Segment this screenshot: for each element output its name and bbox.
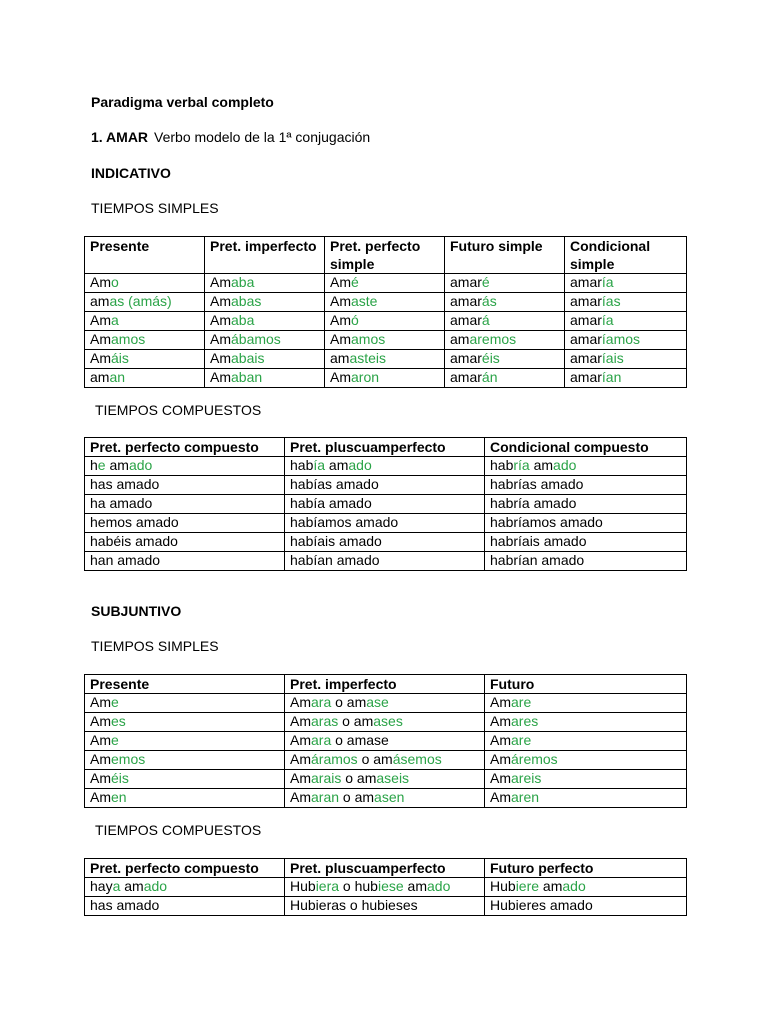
table-cell <box>325 274 445 293</box>
table-cell <box>85 552 285 571</box>
table-cell <box>85 312 205 331</box>
verb-ending: asen <box>374 789 405 805</box>
verb-stem: habían amado <box>290 552 380 568</box>
verb-stem: Am <box>210 369 231 385</box>
table-cell <box>565 274 687 293</box>
verb-ending: ía <box>601 274 614 290</box>
table-cell <box>485 694 687 713</box>
verb-stem: am <box>90 369 110 385</box>
verb-stem: Am <box>210 331 231 347</box>
verb-ending: ían <box>601 369 622 385</box>
table-row <box>85 331 687 350</box>
verb-ending: abas <box>231 293 262 309</box>
verb-stem: Am <box>90 331 111 347</box>
verb-ending: emos <box>111 751 146 767</box>
verb-ending: as (amás) <box>109 293 172 309</box>
verb-ending: iera <box>315 878 340 894</box>
table-cell <box>85 514 285 533</box>
table-row <box>85 274 687 293</box>
verb-stem: Am <box>90 751 111 767</box>
table-cell <box>485 552 687 571</box>
verb-ending: es <box>111 713 126 729</box>
table-cell <box>285 533 485 552</box>
verb-stem: Am <box>90 789 111 805</box>
verb-stem: habíais amado <box>290 533 382 549</box>
table-cell <box>85 533 285 552</box>
verb-stem: am <box>120 878 144 894</box>
table-cell <box>285 476 485 495</box>
verb-stem: Am <box>490 770 511 786</box>
table-cell <box>445 369 565 388</box>
verb-ending: areis <box>511 770 542 786</box>
verb-ending: ía <box>601 312 614 328</box>
column-header: Pret. perfecto simple <box>325 237 445 274</box>
column-header: Presente <box>85 237 205 274</box>
table-cell <box>285 514 485 533</box>
table-cell <box>325 369 445 388</box>
table-row <box>85 552 687 571</box>
table-cell <box>285 495 485 514</box>
table-cell <box>85 274 205 293</box>
verb-ending: arais <box>311 770 342 786</box>
column-header: Presente <box>85 675 285 694</box>
table-row <box>85 312 687 331</box>
table-cell <box>485 495 687 514</box>
verb-stem: Am <box>90 312 111 328</box>
verb-stem: am <box>539 878 563 894</box>
verb-ending: abais <box>231 350 265 366</box>
mood-heading-subjuntivo: SUBJUNTIVO <box>91 603 182 619</box>
verb-stem: amar <box>570 369 602 385</box>
verb-stem: hab <box>290 457 314 473</box>
verb-stem: Am <box>290 770 311 786</box>
verb-ending: íamos <box>601 331 641 347</box>
verb-stem: am <box>90 293 110 309</box>
verb-ending: aremos <box>469 331 517 347</box>
verb-stem: Am <box>210 293 231 309</box>
table-cell <box>445 331 565 350</box>
verb-stem: hab <box>490 457 514 473</box>
verb-stem: Am <box>490 751 511 767</box>
table-cell <box>205 369 325 388</box>
verb-stem: Am <box>290 694 311 710</box>
verb-stem: amar <box>450 369 482 385</box>
verb-ending: aban <box>231 369 263 385</box>
table-row <box>85 694 687 713</box>
table-cell <box>285 770 485 789</box>
table-cell <box>285 789 485 808</box>
table-cell <box>205 350 325 369</box>
table-cell <box>285 878 485 897</box>
table-row <box>85 514 687 533</box>
table-cell <box>565 331 687 350</box>
verb-stem: Am <box>90 732 111 748</box>
verb-stem: o amase <box>331 732 389 748</box>
verb-ending: a <box>111 312 119 328</box>
verb-ending: amos <box>111 331 146 347</box>
table-row <box>85 369 687 388</box>
verb-ending: á <box>481 312 490 328</box>
table-cell <box>485 533 687 552</box>
verb-stem: Am <box>490 694 511 710</box>
verb-ending: aba <box>231 312 255 328</box>
verb-ending: éis <box>111 770 129 786</box>
table-cell <box>205 312 325 331</box>
verb-stem: hemos amado <box>90 514 179 530</box>
section-label-indicativo-compuestos: TIEMPOS COMPUESTOS <box>95 402 262 418</box>
verb-ending: aron <box>351 369 380 385</box>
table-row <box>85 789 687 808</box>
verb-stem: am <box>105 457 129 473</box>
verb-ending: án <box>481 369 498 385</box>
column-header: Pret. perfecto compuesto <box>85 859 285 878</box>
table-cell <box>85 476 285 495</box>
verb-stem: Am <box>330 274 351 290</box>
table-cell <box>565 350 687 369</box>
verb-stem: am <box>403 878 428 894</box>
verb-ending: are <box>511 732 532 748</box>
table-cell <box>485 878 687 897</box>
verb-ending: áremos <box>511 751 558 767</box>
table-cell <box>565 369 687 388</box>
table-cell <box>85 331 205 350</box>
table-cell <box>285 552 485 571</box>
verb-heading <box>91 129 370 146</box>
verb-stem: am <box>529 457 554 473</box>
table-cell <box>85 369 205 388</box>
table-cell <box>85 770 285 789</box>
verb-stem: Hub <box>490 878 516 894</box>
verb-stem: amar <box>570 293 602 309</box>
section-label-indicativo-simples: TIEMPOS SIMPLES <box>91 200 219 216</box>
verb-stem: había amado <box>290 495 372 511</box>
table-row <box>85 878 687 897</box>
table-row <box>85 457 687 476</box>
verb-ending: e <box>97 457 106 473</box>
table-cell <box>485 751 687 770</box>
verb-ending: ado <box>128 457 153 473</box>
table-cell <box>285 751 485 770</box>
verb-stem: Am <box>210 350 231 366</box>
table-cell <box>485 713 687 732</box>
verb-stem: Am <box>210 274 231 290</box>
verb-ending: aran <box>311 789 340 805</box>
verb-stem: Am <box>90 713 111 729</box>
document-title: Paradigma verbal completo <box>91 94 274 110</box>
verb-ending: ase <box>366 694 389 710</box>
verb-stem: amar <box>450 274 482 290</box>
table-cell <box>285 713 485 732</box>
verb-stem: h <box>90 457 98 473</box>
verb-ending: aseis <box>376 770 410 786</box>
verb-stem: Am <box>290 789 311 805</box>
verb-ending: are <box>511 694 532 710</box>
verb-ending: ado <box>348 457 372 473</box>
verb-ending: ado <box>143 878 168 894</box>
table-cell <box>85 495 285 514</box>
verb-ending: a <box>112 878 121 894</box>
verb-stem: habrías amado <box>490 476 584 492</box>
verb-stem: Am <box>490 789 511 805</box>
verb-description: Verbo modelo de la 1ª conjugación <box>154 129 371 145</box>
verb-stem: habríais amado <box>490 533 587 549</box>
table-cell <box>285 457 485 476</box>
table-cell <box>85 350 205 369</box>
verb-stem: amar <box>570 350 602 366</box>
table-cell <box>325 331 445 350</box>
table-indicativo-compuestos <box>84 437 687 571</box>
verb-stem: amar <box>450 312 482 328</box>
verb-ending: é <box>351 274 359 290</box>
verb-stem: Am <box>290 713 311 729</box>
verb-stem: o am <box>341 770 377 786</box>
verb-stem: has amado <box>90 897 160 913</box>
table-row <box>85 293 687 312</box>
verb-ending: en <box>111 789 127 805</box>
table-row <box>85 476 687 495</box>
verb-ending: ría <box>513 457 530 473</box>
table-cell <box>445 274 565 293</box>
section-label-subjuntivo-compuestos: TIEMPOS COMPUESTOS <box>95 822 262 838</box>
verb-stem: Hub <box>290 878 316 894</box>
table-cell <box>285 732 485 751</box>
verb-ending: ás <box>481 293 497 309</box>
verb-stem: habrían amado <box>490 552 585 568</box>
table-cell <box>85 751 285 770</box>
table-cell <box>85 732 285 751</box>
table-row <box>85 770 687 789</box>
table-row <box>85 751 687 770</box>
table-cell <box>325 350 445 369</box>
verb-ending: ado <box>553 457 577 473</box>
table-cell <box>485 476 687 495</box>
column-header: Pret. imperfecto <box>285 675 485 694</box>
column-header: Futuro <box>485 675 687 694</box>
table-cell <box>325 293 445 312</box>
verb-stem: Am <box>490 713 511 729</box>
verb-stem: han amado <box>90 552 161 568</box>
table-cell <box>205 293 325 312</box>
verb-ending: an <box>109 369 126 385</box>
table-cell <box>285 694 485 713</box>
table-subjuntivo-compuestos <box>84 858 687 916</box>
mood-heading-indicativo: INDICATIVO <box>91 165 171 181</box>
table-row <box>85 713 687 732</box>
column-header: Pret. imperfecto <box>205 237 325 274</box>
verb-stem: Am <box>490 732 511 748</box>
verb-stem: Am <box>330 293 351 309</box>
table-cell <box>85 694 285 713</box>
verb-stem: has amado <box>90 476 160 492</box>
verb-stem: o am <box>338 713 374 729</box>
verb-ending: aren <box>511 789 540 805</box>
table-cell <box>485 770 687 789</box>
table-cell <box>85 878 285 897</box>
table-subjuntivo-simples <box>84 674 687 808</box>
verb-stem: o am <box>339 789 375 805</box>
table-cell <box>445 312 565 331</box>
table-indicativo-simples <box>84 236 687 388</box>
table-cell <box>445 293 565 312</box>
table-cell <box>325 312 445 331</box>
verb-stem: ha amado <box>90 495 153 511</box>
verb-ending: áis <box>111 350 129 366</box>
verb-stem: Am <box>330 369 351 385</box>
verb-ending: ías <box>601 293 621 309</box>
verb-ending: ía <box>313 457 326 473</box>
table-cell <box>485 514 687 533</box>
verb-stem: Hubieras o hubieses <box>290 897 418 913</box>
verb-ending: íais <box>601 350 624 366</box>
verb-stem: hay <box>90 878 113 894</box>
table-cell <box>85 897 285 916</box>
column-header: Pret. pluscuamperfecto <box>285 859 485 878</box>
verb-stem: Hubieres amado <box>490 897 593 913</box>
verb-ending: iere <box>515 878 540 894</box>
section-label-subjuntivo-simples: TIEMPOS SIMPLES <box>91 638 219 654</box>
verb-stem: Am <box>290 751 311 767</box>
table-cell <box>565 293 687 312</box>
verb-ending: aste <box>351 293 378 309</box>
verb-stem: habría amado <box>490 495 577 511</box>
verb-ending: ábamos <box>231 331 281 347</box>
table-cell <box>485 897 687 916</box>
verb-stem: Am <box>90 694 111 710</box>
table-row <box>85 495 687 514</box>
table-cell <box>205 274 325 293</box>
verb-stem: Am <box>90 274 111 290</box>
table-cell <box>85 713 285 732</box>
verb-number-name: 1. AMAR <box>91 129 149 145</box>
verb-stem: habéis amado <box>90 533 178 549</box>
table-cell <box>285 897 485 916</box>
verb-stem: Am <box>210 312 231 328</box>
table-row <box>85 897 687 916</box>
verb-ending: ara <box>311 694 332 710</box>
table-row <box>85 533 687 552</box>
column-header: Condicional simple <box>565 237 687 274</box>
verb-stem: Am <box>90 350 111 366</box>
verb-stem: amar <box>570 331 602 347</box>
verb-ending: aba <box>231 274 255 290</box>
table-cell <box>85 457 285 476</box>
verb-ending: ado <box>427 878 451 894</box>
column-header: Pret. pluscuamperfecto <box>285 438 485 457</box>
verb-ending: e <box>111 694 119 710</box>
table-cell <box>205 331 325 350</box>
verb-stem: amar <box>450 350 482 366</box>
verb-stem: am <box>450 331 470 347</box>
verb-stem: amar <box>570 274 602 290</box>
verb-stem: o am <box>331 694 367 710</box>
table-cell <box>85 293 205 312</box>
table-row <box>85 732 687 751</box>
verb-stem: Am <box>290 732 311 748</box>
verb-ending: ó <box>351 312 359 328</box>
verb-stem: Am <box>330 312 351 328</box>
verb-stem: habías amado <box>290 476 379 492</box>
verb-stem: o hub <box>339 878 378 894</box>
verb-stem: o am <box>357 751 393 767</box>
verb-ending: amos <box>351 331 386 347</box>
column-header: Futuro simple <box>445 237 565 274</box>
verb-stem: Am <box>330 331 351 347</box>
verb-stem: amar <box>570 312 602 328</box>
verb-ending: o <box>111 274 119 290</box>
verb-ending: éis <box>481 350 500 366</box>
verb-ending: e <box>111 732 119 748</box>
verb-stem: habríamos amado <box>490 514 603 530</box>
verb-ending: aras <box>311 713 339 729</box>
verb-ending: asteis <box>349 350 387 366</box>
verb-ending: ases <box>373 713 403 729</box>
table-cell <box>485 457 687 476</box>
verb-stem: habíamos amado <box>290 514 399 530</box>
verb-ending: ásemos <box>392 751 442 767</box>
table-cell <box>85 789 285 808</box>
column-header: Pret. perfecto compuesto <box>85 438 285 457</box>
verb-ending: ara <box>311 732 332 748</box>
verb-stem: am <box>325 457 349 473</box>
table-row <box>85 350 687 369</box>
verb-ending: ado <box>562 878 586 894</box>
verb-stem: am <box>330 350 350 366</box>
verb-stem: amar <box>450 293 482 309</box>
column-header: Futuro perfecto <box>485 859 687 878</box>
table-cell <box>485 732 687 751</box>
verb-stem: Am <box>90 770 111 786</box>
table-cell <box>445 350 565 369</box>
table-cell <box>485 789 687 808</box>
verb-ending: é <box>481 274 490 290</box>
verb-ending: áramos <box>311 751 358 767</box>
verb-ending: iese <box>377 878 404 894</box>
column-header: Condicional compuesto <box>485 438 687 457</box>
table-cell <box>565 312 687 331</box>
verb-ending: ares <box>511 713 539 729</box>
